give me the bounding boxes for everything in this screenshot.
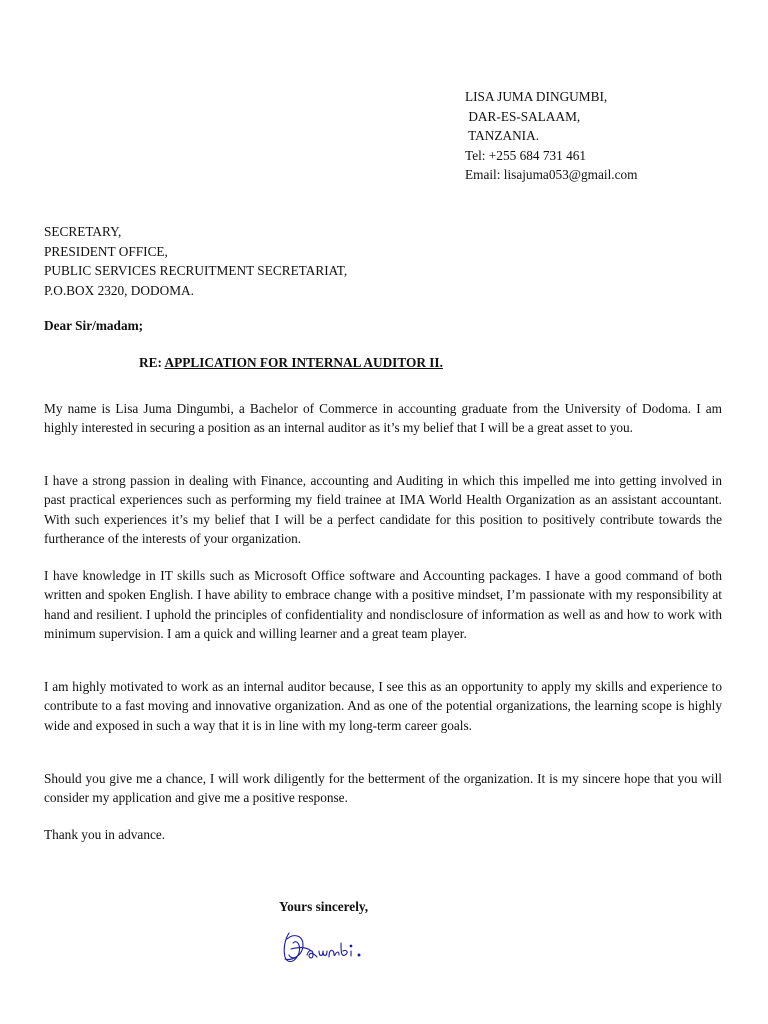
recipient-line: SECRETARY, xyxy=(44,224,122,239)
recipient-line: P.O.BOX 2320, DODOMA. xyxy=(44,282,194,298)
body-paragraph: Thank you in advance. xyxy=(44,827,166,842)
recipient-line: PRESIDENT OFFICE, xyxy=(44,243,168,259)
body-paragraph: I have a strong passion in dealing with Finance, accounting and Auditing in which this impelled me into getting involved in past practical experiences such as performing my field trainee at IMA World Health Organization as an assistant accountant. With such experiences it’s my belief that I will be a perfect candidate for this position to positively contribute towards the furtherance of the interests of your organization. xyxy=(44,473,722,547)
body-paragraph: Should you give me a chance, I will work diligently for the betterment of the organization. It is my sincere hope that you will consider my application and give me a positive response. xyxy=(44,771,722,806)
subject-prefix: RE: xyxy=(139,355,165,370)
subject-title: APPLICATION FOR INTERNAL AUDITOR II. xyxy=(164,355,443,370)
closing: Yours sincerely, xyxy=(279,899,369,914)
recipient-address xyxy=(44,222,347,300)
body-paragraph: My name is Lisa Juma Dingumbi, a Bachelor of Commerce in accounting graduate from the University of Dodoma. I am highly interested in securing a position as an internal auditor as it’s my belief that I will be a great asset to you. xyxy=(44,401,722,436)
body-paragraph: I am highly motivated to work as an internal auditor because, I see this as an opportunity to apply my skills and experience to contribute to a fast moving and innovative organization. And as one of the potential organizations, the learning scope is highly wide and exposed in such a way that it is in line with my long-term career goals. xyxy=(44,679,722,733)
sender-address xyxy=(465,87,638,185)
sender-email: Email: lisajuma053@gmail.com xyxy=(465,167,638,183)
signature xyxy=(279,925,365,969)
sender-tel: Tel: +255 684 731 461 xyxy=(465,147,587,163)
sender-city: DAR-ES-SALAAM, xyxy=(465,108,581,124)
body-paragraph: I have knowledge in IT skills such as Microsoft Office software and Accounting packages. I have a good command of both written and spoken English. I have ability to embrace change with a positive mindset, I’m passionate with my responsibility at hand and resilient. I uphold the principles of confidentiality and nondisclosure of information as well as and how to work with minimum supervision. I am a quick and willing learner and a great team player. xyxy=(44,568,722,642)
subject-line xyxy=(139,355,443,371)
salutation: Dear Sir/madam; xyxy=(44,318,144,333)
sender-country: TANZANIA. xyxy=(465,128,540,144)
recipient-line: PUBLIC SERVICES RECRUITMENT SECRETARIAT, xyxy=(44,263,348,279)
sender-name: LISA JUMA DINGUMBI, xyxy=(465,89,608,104)
